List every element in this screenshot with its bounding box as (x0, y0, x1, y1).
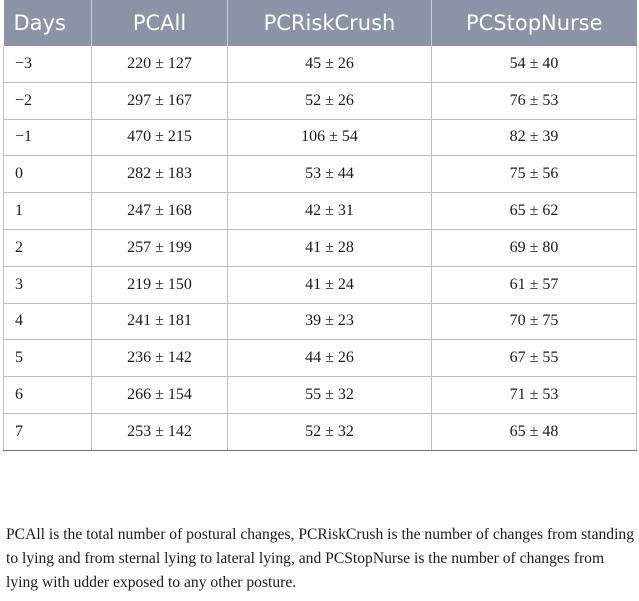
cell-pcriskcrush: 52 ± 32 (228, 413, 432, 450)
cell-days: −3 (4, 46, 92, 82)
cell-pcstopnurse: 75 ± 56 (432, 156, 637, 193)
cell-days: 1 (4, 193, 92, 230)
table-row (4, 266, 637, 303)
cell-pcriskcrush: 45 ± 26 (228, 46, 432, 82)
cell-pcriskcrush: 52 ± 26 (228, 82, 432, 119)
cell-pcriskcrush: 39 ± 23 (228, 303, 432, 340)
cell-pcstopnurse: 61 ± 57 (432, 266, 637, 303)
table-header (4, 0, 637, 46)
cell-pcstopnurse: 71 ± 53 (432, 377, 637, 414)
data-table-container (3, 0, 636, 451)
table-row (4, 340, 637, 377)
table-row (4, 377, 637, 414)
cell-pcall: 236 ± 142 (92, 340, 228, 377)
cell-pcall: 253 ± 142 (92, 413, 228, 450)
cell-pcriskcrush: 53 ± 44 (228, 156, 432, 193)
cell-days: 6 (4, 377, 92, 414)
cell-pcriskcrush: 106 ± 54 (228, 119, 432, 156)
cell-pcall: 219 ± 150 (92, 266, 228, 303)
cell-pcstopnurse: 54 ± 40 (432, 46, 637, 82)
cell-pcriskcrush: 42 ± 31 (228, 193, 432, 230)
cell-pcstopnurse: 76 ± 53 (432, 82, 637, 119)
header-pcall: PCAll (92, 0, 228, 46)
header-pcstopnurse: PCStopNurse (432, 0, 637, 46)
header-row (4, 0, 637, 46)
cell-pcriskcrush: 55 ± 32 (228, 377, 432, 414)
cell-days: 5 (4, 340, 92, 377)
table-row (4, 119, 637, 156)
cell-pcall: 297 ± 167 (92, 82, 228, 119)
cell-days: 4 (4, 303, 92, 340)
table-row (4, 46, 637, 82)
table-row (4, 82, 637, 119)
table-row (4, 413, 637, 450)
cell-days: 0 (4, 156, 92, 193)
cell-pcriskcrush: 41 ± 28 (228, 229, 432, 266)
cell-pcstopnurse: 70 ± 75 (432, 303, 637, 340)
cell-days: 2 (4, 229, 92, 266)
table-row (4, 193, 637, 230)
cell-pcall: 266 ± 154 (92, 377, 228, 414)
cell-pcstopnurse: 67 ± 55 (432, 340, 637, 377)
cell-pcall: 247 ± 168 (92, 193, 228, 230)
cell-pcstopnurse: 65 ± 48 (432, 413, 637, 450)
cell-days: −1 (4, 119, 92, 156)
cell-pcall: 220 ± 127 (92, 46, 228, 82)
header-days: Days (4, 0, 92, 46)
table-row (4, 156, 637, 193)
postural-changes-table (3, 0, 637, 451)
cell-days: 7 (4, 413, 92, 450)
cell-pcall: 257 ± 199 (92, 229, 228, 266)
cell-pcstopnurse: 69 ± 80 (432, 229, 637, 266)
cell-days: −2 (4, 82, 92, 119)
table-row (4, 229, 637, 266)
table-footnote: PCAll is the total number of postural changes, PCRiskCrush is the number of changes from standing to lying and from sternal lying to lateral lying, and PCStopNurse is the number of changes from lying with udder exposed to any other posture. (6, 526, 635, 591)
cell-pcall: 470 ± 215 (92, 119, 228, 156)
cell-pcall: 241 ± 181 (92, 303, 228, 340)
cell-pcstopnurse: 65 ± 62 (432, 193, 637, 230)
cell-pcriskcrush: 41 ± 24 (228, 266, 432, 303)
table-body (4, 46, 637, 450)
header-pcriskcrush: PCRiskCrush (228, 0, 432, 46)
cell-pcall: 282 ± 183 (92, 156, 228, 193)
table-row (4, 303, 637, 340)
cell-days: 3 (4, 266, 92, 303)
cell-pcriskcrush: 44 ± 26 (228, 340, 432, 377)
cell-pcstopnurse: 82 ± 39 (432, 119, 637, 156)
